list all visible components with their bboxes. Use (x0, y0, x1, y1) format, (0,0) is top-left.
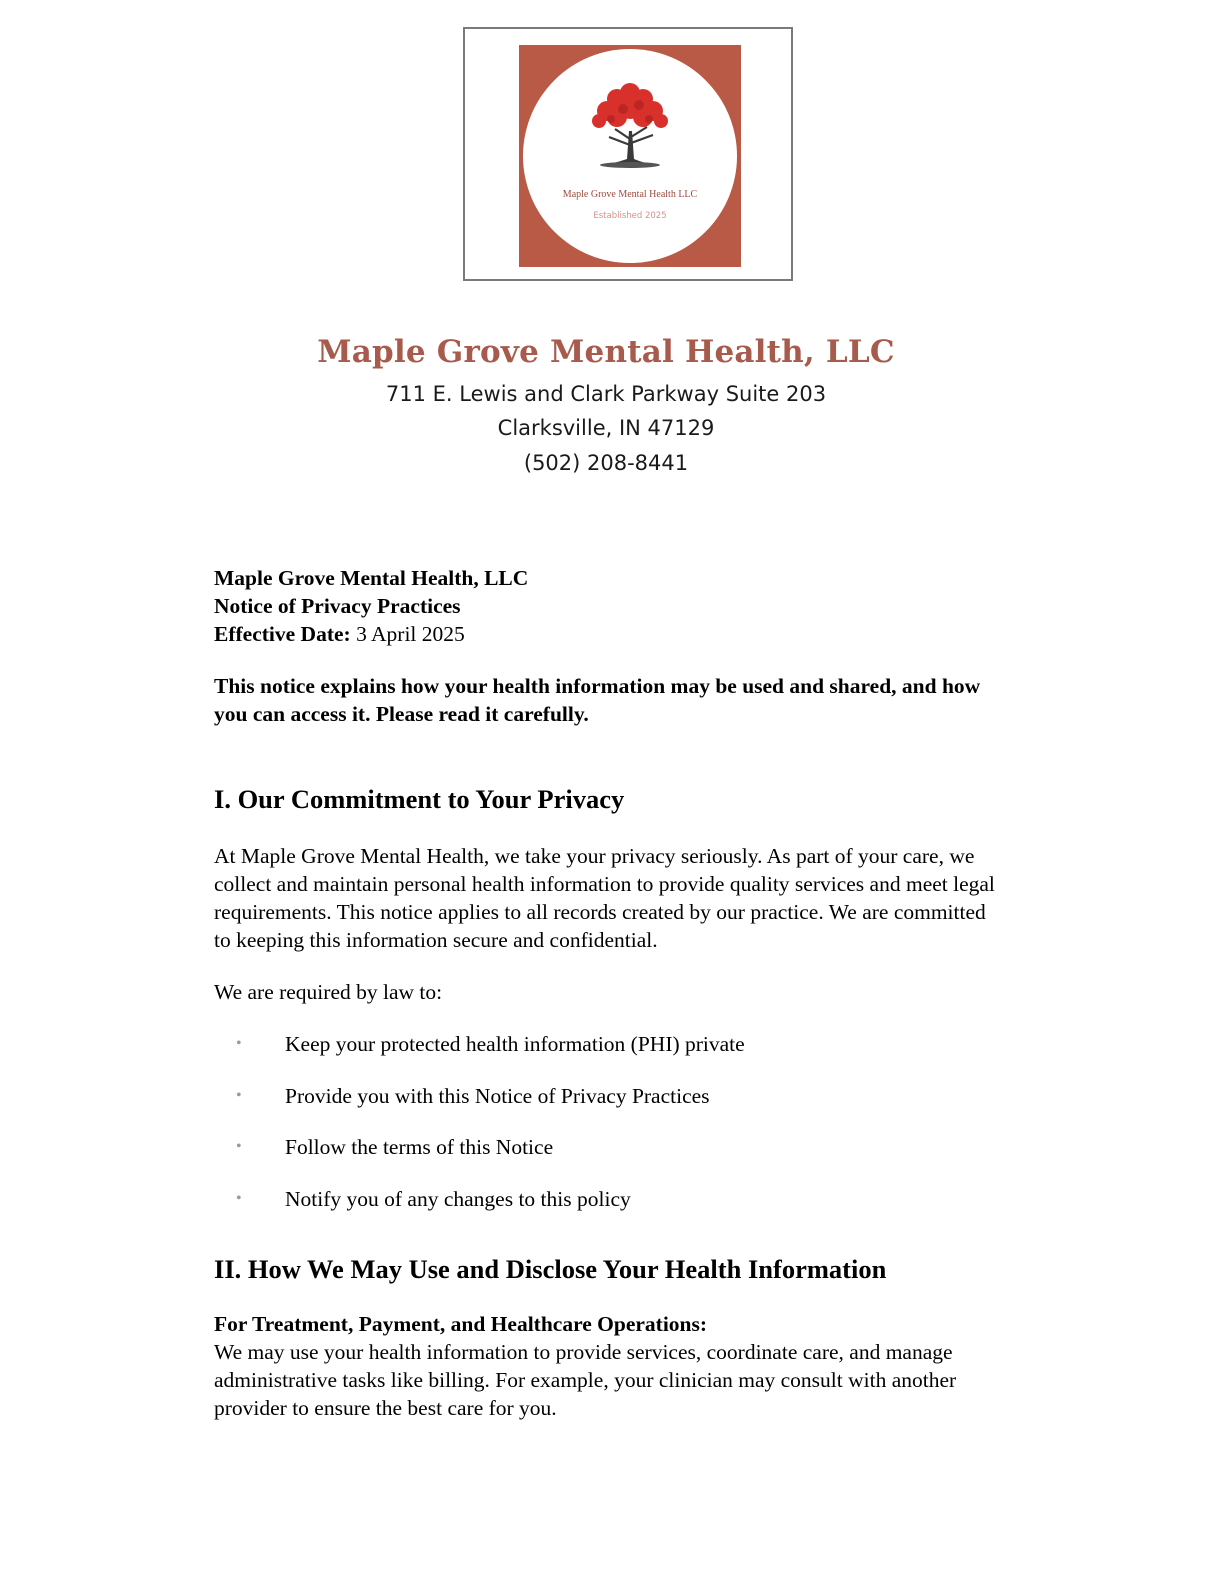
logo-name: Maple Grove Mental Health LLC (562, 189, 698, 200)
bullet-icon: • (236, 1189, 242, 1207)
tree-icon (585, 79, 675, 175)
bullet-icon: • (236, 1035, 242, 1052)
bullet-icon: • (236, 1138, 242, 1155)
list-item (214, 1030, 1004, 1058)
logo-frame (463, 27, 793, 281)
requirements-list (214, 1030, 1004, 1213)
list-item-text: Keep your protected health information (PHI) private (285, 1032, 745, 1056)
bullet-icon: • (236, 1086, 242, 1104)
effective-date-line (214, 620, 1004, 648)
section-2-heading: II. How We May Use and Disclose Your Health Information (214, 1253, 887, 1284)
section-2-paragraph: We may use your health information to provide services, coordinate care, and manage administrative tasks like billing. For example, your clinician may consult with another provider to ensure the best care for you. (214, 1339, 957, 1420)
logo-circle (523, 49, 737, 263)
letterhead-title: Maple Grove Mental Health, LLC (317, 334, 895, 370)
notice-title: Notice of Privacy Practices (214, 594, 461, 618)
section-1-paragraph: At Maple Grove Mental Health, we take your privacy seriously. As part of your care, we collect and maintain personal health information to provide quality services and meet legal requirements. This notice applies to all records created by our practice. We are committed to keeping this information secure and confidential. (214, 844, 995, 952)
logo-established: Established 2025 (593, 211, 667, 221)
logo-background (519, 45, 741, 267)
phone-number: (502) 208-8441 (523, 451, 689, 475)
effective-date-value: 3 April 2025 (350, 622, 465, 646)
section-2-subheading: For Treatment, Payment, and Healthcare Operations: (214, 1311, 708, 1336)
section-1-heading: I. Our Commitment to Your Privacy (214, 784, 625, 814)
list-item (214, 1082, 1004, 1110)
list-item-text: Follow the terms of this Notice (285, 1135, 554, 1159)
notice-org-name: Maple Grove Mental Health, LLC (214, 566, 529, 590)
effective-date-label: Effective Date: (214, 622, 351, 646)
list-item-text: Provide you with this Notice of Privacy Practices (285, 1083, 710, 1108)
list-item (214, 1133, 1004, 1161)
address-line-2: Clarksville, IN 47129 (497, 416, 715, 440)
list-item (214, 1185, 1004, 1213)
notice-body (214, 564, 1004, 1422)
address-line-1: 711 E. Lewis and Clark Parkway Suite 203 (385, 382, 827, 406)
requirements-intro: We are required by law to: (214, 980, 443, 1004)
list-item-text: Notify you of any changes to this policy (285, 1186, 631, 1211)
notice-intro: This notice explains how your health information may be used and shared, and how you can access it. Please read it carefully. (214, 674, 981, 726)
